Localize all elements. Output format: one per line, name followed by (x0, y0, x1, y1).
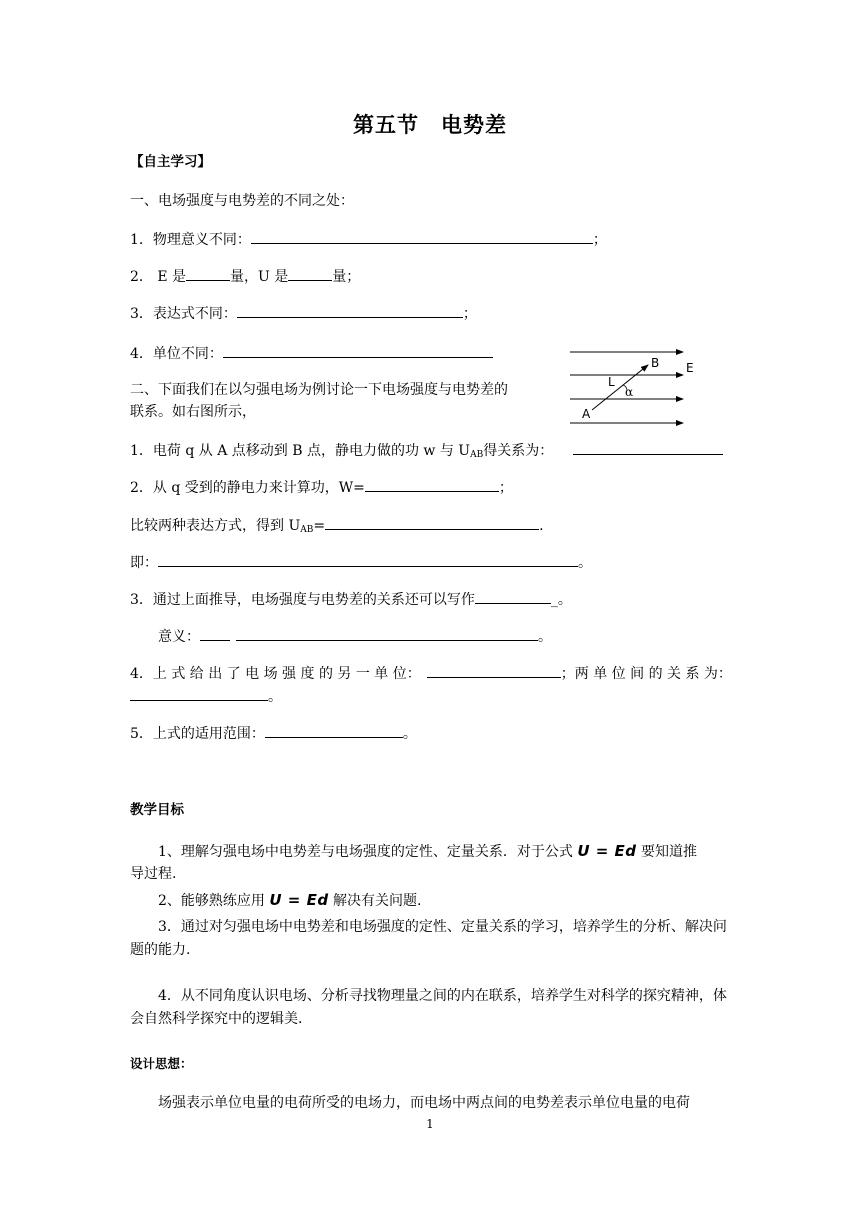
label-e: E (686, 361, 694, 375)
goal-1-text-a: 1、理解匀强电场中电势差与电场强度的定性、定量关系．对于公式 (158, 844, 573, 860)
blank-unit-relation[interactable] (130, 686, 268, 701)
part1-item2-label-a: 2． E 是 (130, 269, 187, 285)
formula-u-ed: U = Ed (269, 891, 329, 909)
goal-2-text-b: 解决有关问题. (333, 893, 422, 909)
blank-work-force[interactable] (365, 477, 499, 492)
punctuation: ； (498, 480, 513, 496)
part1-item2-label-b: 量，U 是 (230, 269, 289, 285)
design-text: 场强表示单位电量的电荷所受的电场力，而电场中两点间的电势差表示单位电量的电荷 (158, 1095, 690, 1111)
part2-q3 (130, 589, 572, 609)
part2-compare-label-b: = (313, 518, 326, 534)
blank-scope[interactable] (265, 723, 403, 738)
punctuation: ； (462, 306, 477, 322)
punctuation: . (539, 518, 544, 534)
blank-ie[interactable] (158, 552, 578, 567)
part2-q1-label-a: 1．电荷 q 从 A 点移动到 B 点，静电力做的功 w 与 U (130, 443, 471, 459)
goal-2 (158, 891, 421, 910)
part2-q3-label: 3．通过上面推导，电场强度与电势差的关系还可以写作 (130, 592, 475, 608)
part1-item2-label-c: 量； (332, 269, 361, 285)
label-l: L (608, 375, 615, 389)
punctuation: _。 (550, 592, 572, 608)
goals-heading: 教学目标 (130, 802, 184, 818)
part1-item3 (130, 303, 477, 323)
label-a: A (582, 407, 591, 421)
blank-work-relation[interactable] (573, 440, 723, 455)
blank-u-quantity[interactable] (288, 266, 332, 281)
part2-q2-label: 2．从 q 受到的静电力来计算功，W= (130, 480, 365, 496)
goal-1-line1 (158, 842, 697, 861)
page-number: 1 (426, 1117, 434, 1131)
part2-heading-line2: 联系。如右图所示， (130, 404, 256, 420)
punctuation: 。 (538, 629, 552, 645)
part2-ie (130, 552, 592, 572)
label-b: B (651, 356, 660, 370)
part2-q5 (130, 723, 417, 743)
part2-q5-label: 5．上式的适用范围： (130, 726, 265, 742)
part1-item4 (130, 343, 493, 363)
part2-q4-cont (130, 686, 282, 706)
goal-3: 3．通过对匀强电场中电势差和电场强度的定性、定量关系的学习，培养学生的分析、解决问题的能力. (130, 919, 727, 958)
blank-unit[interactable] (223, 343, 493, 358)
uniform-field-diagram (565, 343, 705, 435)
subscript-ab: AB (300, 525, 314, 535)
goal-2-text-a: 2、能够熟练应用 (158, 893, 265, 909)
punctuation: 。 (402, 726, 417, 742)
part2-q2 (130, 477, 513, 497)
punctuation: 。 (268, 689, 282, 705)
goal-4: 4．从不同角度认识电场、分析寻找物理量之间的内在联系，培养学生对科学的探究精神，体会自然科学探究中的逻辑美. (130, 988, 727, 1027)
part2-q1 (130, 440, 723, 464)
blank-e-quantity[interactable] (186, 266, 230, 281)
section-heading-self-study: 【自主学习】 (130, 154, 211, 170)
subscript-ab: AB (470, 450, 484, 460)
part2-compare (130, 515, 544, 539)
goal-1-line2: 导过程. (130, 866, 177, 882)
part2-q1-label-b: 得关系为： (483, 443, 554, 459)
part1-item1-label: 1．物理意义不同： (130, 232, 251, 248)
blank-uab[interactable] (325, 515, 539, 530)
blank-other-unit[interactable] (427, 663, 561, 678)
part2-ie-label: 即： (130, 555, 158, 571)
part2-q4 (130, 663, 732, 683)
part1-item1 (130, 229, 607, 249)
displacement-ab (592, 365, 648, 410)
part2-heading-line1: 二、下面我们在以匀强电场为例讨论一下电场强度与电势差的 (130, 382, 508, 398)
part1-item3-label: 3．表达式不同： (130, 306, 237, 322)
blank-expression[interactable] (237, 303, 463, 318)
blank-meaning-long[interactable] (236, 626, 538, 641)
blank-meaning-short[interactable] (200, 626, 230, 641)
goal-1-text-b: 要知道推 (641, 844, 697, 860)
part2-meaning-label: 意义： (158, 629, 200, 645)
part2-q4-label-b: ；两 单 位 间 的 关 系 为： (560, 666, 732, 682)
formula-u-ed: U = Ed (577, 842, 637, 860)
label-alpha: α (625, 385, 634, 399)
blank-physical-meaning[interactable] (251, 229, 593, 244)
part1-item4-label: 4．单位不同： (130, 346, 223, 362)
part2-q4-label-a: 4．上 式 给 出 了 电 场 强 度 的 另 一 单 位： (130, 666, 421, 682)
part2-compare-label-a: 比较两种表达方式，得到 U (130, 518, 301, 534)
part2-meaning (158, 626, 552, 646)
punctuation: 。 (578, 555, 592, 571)
part1-item2 (130, 266, 360, 286)
design-heading: 设计思想： (130, 1056, 193, 1071)
page-title: 第五节 电势差 (353, 113, 507, 137)
blank-relation-form[interactable] (475, 589, 551, 604)
part1-heading: 一、电场强度与电势差的不同之处： (130, 193, 354, 209)
punctuation: ； (592, 232, 607, 248)
